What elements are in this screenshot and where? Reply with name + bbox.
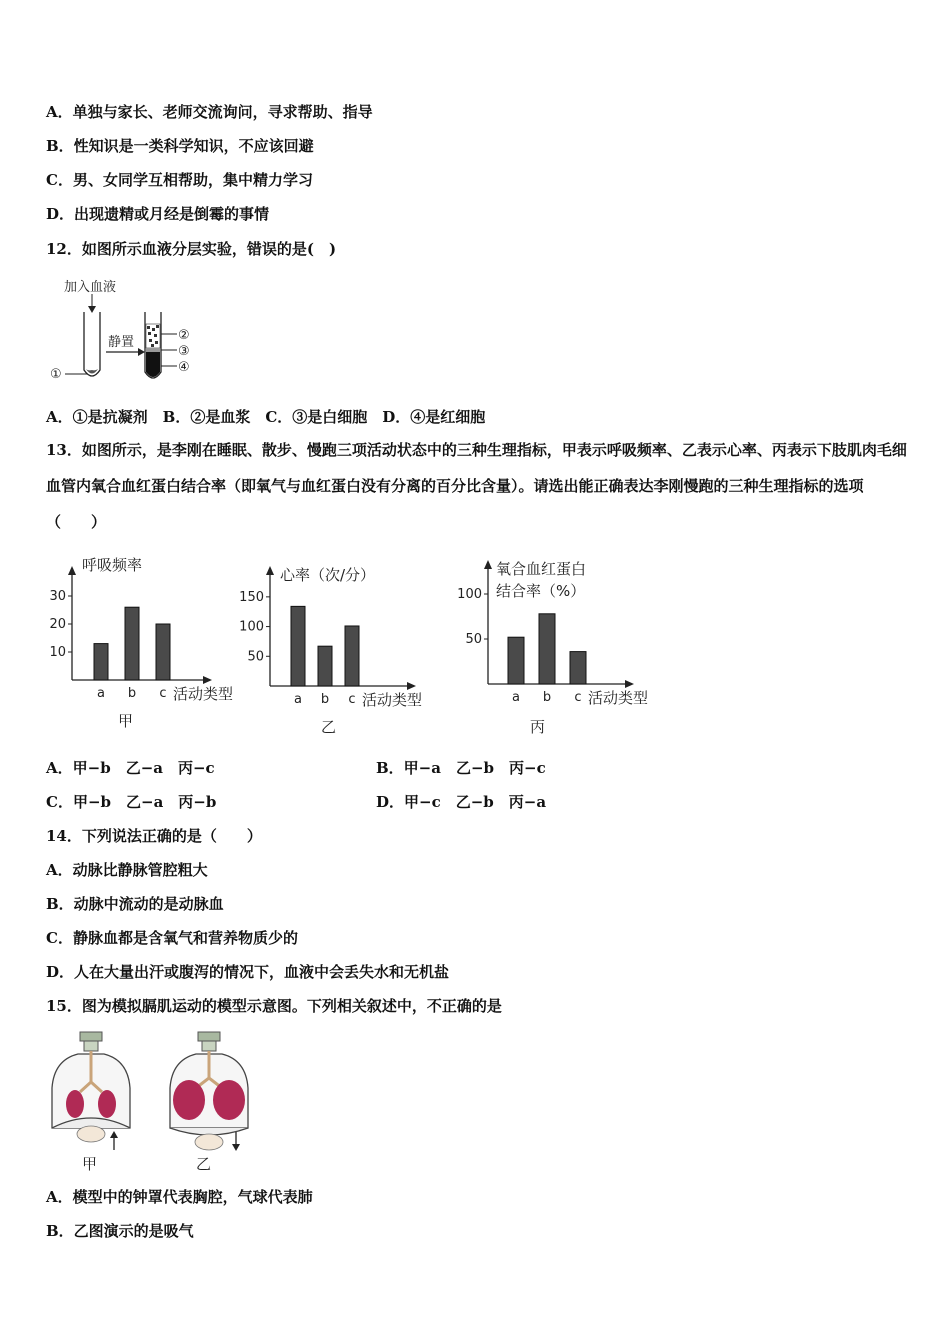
- q14-option-d: D．人在大量出汗或腹泻的情况下，血液中会丢失水和无机盐: [46, 963, 450, 981]
- chart3-ytick-label: 50: [465, 632, 482, 647]
- chart1-bar-c: [156, 624, 170, 680]
- chart3-title-line2: 结合率（%）: [496, 582, 586, 600]
- chart2-x-label: 活动类型: [362, 691, 423, 709]
- chart1-xtick-label: a: [97, 686, 105, 701]
- chart1-y-arrow: [68, 566, 76, 575]
- q15-option-a: A．模型中的钟罩代表胸腔，气球代表肺: [46, 1188, 313, 1206]
- chart3-bar-b: [539, 614, 555, 684]
- chart2-y-arrow: [266, 566, 274, 575]
- chart2-xtick-label: b: [320, 692, 330, 707]
- q15-option-b: B．乙图演示的是吸气: [46, 1222, 194, 1240]
- chart1-bar-b: [125, 607, 139, 680]
- q14-option-b: B．动脉中流动的是动脉血: [46, 895, 224, 913]
- activity-charts: [0, 548, 950, 738]
- still-label: 静置: [108, 335, 135, 350]
- add-blood-label: 加入血液: [64, 280, 117, 295]
- label-jia: 甲: [82, 1155, 98, 1173]
- chart1-xtick-label: b: [127, 686, 137, 701]
- q12-options: A．①是抗凝剂 B．②是血浆 C．③是白细胞 D．④是红细胞: [46, 408, 486, 426]
- chart2-bar-a: [291, 606, 305, 686]
- q13-option-d: D．甲−c 乙−b 丙−a: [376, 793, 547, 811]
- chart2-x-arrow: [407, 682, 416, 690]
- chart2-xtick-label: a: [294, 692, 302, 707]
- chart2-ytick-label: 50: [247, 649, 264, 665]
- label-yi: 乙: [196, 1155, 212, 1173]
- chart2-title: 心率（次/分）: [280, 566, 376, 584]
- chart2-bar-c: [345, 626, 359, 686]
- q13-option-c: C．甲−b 乙−a 丙−b: [46, 793, 217, 811]
- q13-option-b: B．甲−a 乙−b 丙−c: [376, 759, 546, 777]
- bell-jar-jia: [52, 1032, 130, 1173]
- marker-1: ①: [50, 367, 62, 382]
- chart1-ytick-label: 20: [49, 617, 66, 632]
- q11-option-c: C．男、女同学互相帮助，集中精力学习: [46, 171, 313, 189]
- chart2-xtick-label: c: [348, 692, 356, 707]
- balloon-left-yi: [173, 1080, 205, 1120]
- chart3-xtick-label: a: [512, 690, 520, 705]
- chart2-bar-b: [318, 646, 332, 686]
- chart3-ytick-label: 100: [457, 587, 482, 602]
- marker-2: ②: [178, 328, 190, 343]
- balloon-right-jia: [98, 1090, 116, 1118]
- diaphragm-model-figure: [44, 1030, 264, 1178]
- chart3-y-arrow: [484, 560, 492, 569]
- chart2-ytick-label: 150: [239, 589, 264, 605]
- q13-option-a: A．甲−b 乙−a 丙−c: [46, 759, 215, 777]
- q11-option-b: B．性知识是一类科学知识，不应该回避: [46, 137, 314, 155]
- chart3-x-label: 活动类型: [588, 689, 649, 707]
- chart2-ytick-label: 100: [239, 619, 264, 635]
- q14-option-c: C．静脉血都是含氧气和营养物质少的: [46, 929, 298, 947]
- chart3-x-arrow: [625, 680, 634, 688]
- q14-stem: 14．下列说法正确的是（ ）: [46, 827, 262, 845]
- chart1-caption: 甲: [118, 712, 134, 730]
- chart1-x-label: 活动类型: [173, 685, 234, 703]
- bell-jar-yi: [170, 1032, 248, 1173]
- chart1-ytick-label: 30: [49, 589, 66, 604]
- marker-4: ④: [178, 360, 190, 375]
- q11-option-a: A．单独与家长、老师交流询问，寻求帮助、指导: [46, 103, 373, 121]
- q14-option-a: A．动脉比静脉管腔粗大: [46, 861, 208, 879]
- q13-stem: 13．如图所示，是李刚在睡眠、散步、慢跑三项活动状态中的三种生理指标，甲表示呼吸频率、乙表示心率、丙表示下肢肌肉毛细血管内氧合血红蛋白结合率（即氧气与血红蛋白没有分离的百分比含量）。请选出能正确表达李刚慢跑的三种生理指标的选项（ ）: [46, 441, 907, 531]
- chart1-bar-a: [94, 644, 108, 680]
- chart3-caption: 丙: [530, 718, 546, 736]
- chart1-xtick-label: c: [159, 686, 167, 701]
- q11-option-d: D．出现遗精或月经是倒霉的事情: [46, 205, 270, 223]
- chart3-bar-c: [570, 652, 586, 684]
- blood-layering-figure: [48, 272, 208, 390]
- chart1-ytick-label: 10: [49, 645, 66, 660]
- chart3-xtick-label: c: [574, 690, 582, 705]
- chart3-xtick-label: b: [542, 690, 552, 705]
- marker-3: ③: [178, 344, 190, 359]
- q15-stem: 15．图为模拟膈肌运动的模型示意图。下列相关叙述中，不正确的是: [46, 997, 502, 1015]
- chart1-x-arrow: [203, 676, 212, 684]
- chart3-title-line1: 氧合血红蛋白: [496, 560, 587, 578]
- balloon-left-jia: [66, 1090, 84, 1118]
- chart2-caption: 乙: [321, 718, 337, 736]
- chart1-title: 呼吸频率: [82, 556, 143, 574]
- balloon-right-yi: [213, 1080, 245, 1120]
- test-tube-left: [84, 312, 100, 376]
- q12-stem: 12．如图所示血液分层实验，错误的是( ): [46, 240, 337, 258]
- chart3-bar-a: [508, 637, 524, 684]
